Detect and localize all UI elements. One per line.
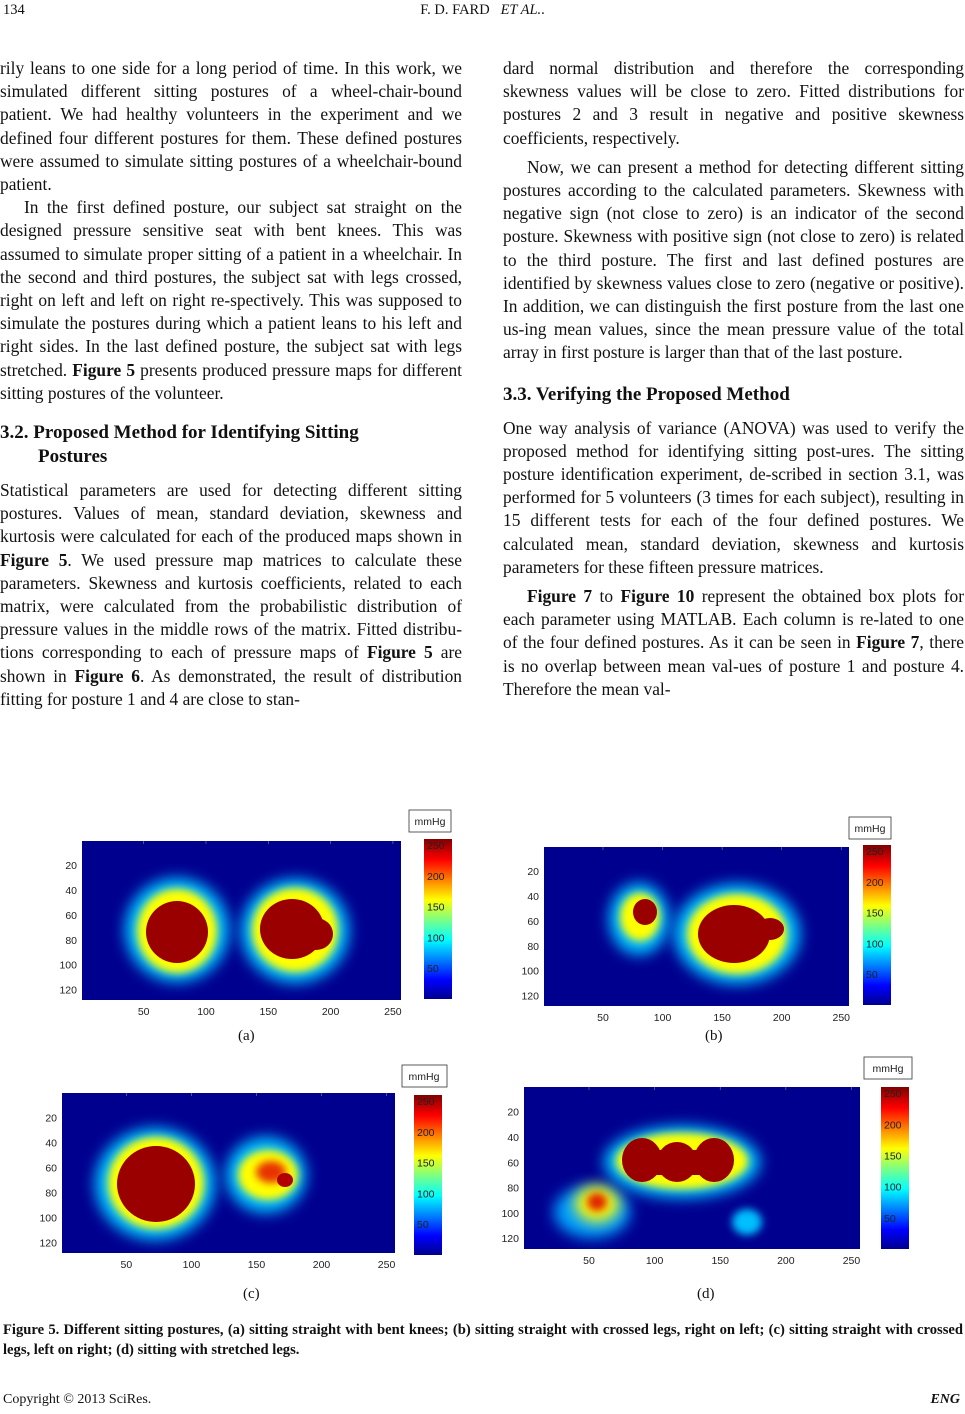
text-span: In the first defined posture, our subject sat straight on the designed pressure sensitive seat with bent knees. This was assumed to simulate proper sitting of a patient in a wheelchair. In the second and third postures, the subject sat with legs crossed, right on left and left on right re-spectively. This was supposed to simulate the postures during which a patient leans to his left and right sides. In the last defined posture, the subject sat with legs stretched. [0,197,462,380]
x-tick-label: 150 [711,1255,729,1267]
section-title: Proposed Method for Identifying Sitting [33,422,359,444]
figure-panel-c [30,1060,460,1302]
running-head [0,2,965,26]
y-tick-label: 20 [65,860,77,873]
author-name: F. D. FARD [420,2,490,18]
x-tick-label: 200 [312,1259,331,1271]
unit-label: mmHg [854,823,886,835]
text-span: are shown in [0,642,462,686]
x-tick-label: 200 [772,1012,791,1024]
x-tick-label: 50 [137,1006,150,1018]
colorbar-tick-label: 150 [866,907,884,920]
colorbar-tick-label: 200 [427,870,445,883]
x-tick-label: 200 [777,1255,795,1267]
colorbar-tick-label: 50 [884,1212,896,1225]
x-tick-label: 250 [842,1255,861,1267]
figure-ref[interactable]: Figure 10 [620,586,695,607]
paragraph [0,479,462,711]
y-tick-label: 120 [501,1233,519,1246]
y-axis [521,866,539,1002]
y-tick-label: 60 [45,1162,57,1175]
left-column [0,57,462,711]
figure-ref[interactable]: Figure 5 [0,549,68,570]
figure-ref[interactable]: Figure 7 [527,586,593,607]
colorbar-tick-label: 200 [884,1119,902,1132]
colorbar-tick-label: 100 [866,938,884,951]
x-tick-label: 100 [182,1259,201,1271]
text-span: . As demonstrated, the result of distribution fitting for posture 1 and 4 are close to stan- [0,665,462,709]
y-tick-label: 120 [521,990,539,1003]
journal-name: ENG [930,1392,960,1407]
colorbar-tick-label: 50 [417,1219,429,1232]
pressure-map-b [512,814,932,1024]
y-axis [501,1107,519,1246]
y-tick-label: 120 [59,984,77,997]
x-tick-label: 100 [197,1006,215,1018]
figure-panel-a [50,808,470,1044]
x-tick-label: 250 [832,1012,851,1024]
paragraph [503,585,964,701]
colorbar-tick-label: 100 [427,932,445,945]
y-tick-label: 80 [527,940,539,953]
copyright: Copyright © 2013 SciRes. [3,1392,152,1407]
panel-label: (d) [697,1286,715,1302]
x-tick-label: 250 [377,1259,396,1271]
colorbar-tick-label: 100 [417,1188,435,1201]
figure-panel-b [512,814,932,1044]
unit-label: mmHg [408,1071,440,1083]
author-etal: ET AL. [500,2,542,18]
blob-red [587,1193,607,1211]
blob-core [633,899,657,925]
text-span: presents produced pressure maps for different sitting postures of the volunteer. [0,359,462,403]
paragraph: Now, we can present a method for detecting different sitting postures according to the calculated parameters. Skewness with negative sign (not close to zero) is an indicator of the second posture. Skewness with positive sign (not close to zero) is related to the third posture. The first and last defined postures are identified by skewness values close to zero (negative or positive). In addition, we can distinguish the first posture from the last one us-ing mean values, since the mean pressure value of the total array in first posture is larger than that of the last posture. [503,156,964,363]
y-tick-label: 120 [39,1237,57,1250]
footer [3,1392,963,1408]
blob-core [146,901,208,963]
y-tick-label: 20 [527,866,539,879]
colorbar-tick-label: 200 [866,876,884,889]
x-tick-label: 100 [653,1012,672,1024]
x-tick-label: 250 [384,1006,402,1018]
unit-label: mmHg [872,1063,904,1075]
blob-core [756,918,784,940]
colorbar-tick-label: 250 [417,1096,435,1109]
y-tick-label: 20 [45,1112,57,1125]
section-title-cont: Postures [38,446,108,468]
x-tick-label: 150 [713,1012,731,1024]
y-tick-label: 80 [65,934,77,947]
y-tick-label: 40 [527,891,539,904]
panel-label: (a) [238,1028,255,1044]
x-tick-label: 50 [597,1012,609,1024]
paragraph [0,196,462,405]
figure-panel-d [492,1054,932,1302]
y-tick-label: 60 [527,915,539,928]
figure-ref[interactable]: Figure 5 [366,642,433,663]
y-tick-label: 80 [507,1182,519,1195]
x-tick-label: 150 [259,1006,278,1018]
colorbar-tick-label: 150 [427,901,445,914]
x-tick-label: 100 [645,1255,664,1267]
paragraph: rily leans to one side for a long period of time. In this work, we simulated different sitting postures of a wheel-chair-bound patient. We had healthy volunteers in the experiment and we defined four different postures for them. These defined postures were assumed to simulate sitting postures of a wheelchair-bound patient. [0,58,462,195]
colorbar-tick-label: 50 [866,969,878,982]
x-tick-label: 50 [120,1259,133,1271]
text-span: represent the obtained box plots for each parameter using MATLAB. Each column is re-lated to one of the four defined postures. As it can be seen in [503,586,964,653]
pressure-map-d [492,1054,932,1269]
colorbar-tick-label: 200 [417,1126,435,1139]
y-tick-label: 40 [45,1137,57,1150]
paragraph: One way analysis of variance (ANOVA) was used to verify the proposed method for identifying sitting post-ures. The sitting posture identification experiment, de-scribed in section 3.1, was performed for 5 volunteers (3 times for each subject), resulting in 15 different tests for each of the four defined postures. We calculated mean, standard deviation, skewness and kurtosis parameters for these fifteen pressure matrices. [503,417,964,577]
figure-caption: Figure 5. Different sitting postures, (a) sitting straight with bent knees; (b) sitting straight with crossed legs, right on left; (c) sitting straight with crossed legs, left on right; (d) sitting with stretched legs. [3,1322,963,1358]
figure-ref[interactable]: Figure 5 [72,359,136,380]
section-heading: 3.3. Verifying the Proposed Method [503,383,790,405]
y-tick-label: 100 [501,1207,519,1220]
y-tick-label: 60 [65,909,77,922]
colorbar-tick-label: 250 [866,846,884,859]
paragraph: dard normal distribution and therefore the corresponding skewness values will be close to zero. Fitted distributions for postures 2 and 3 result in negative and positive skewness coefficients, respectively. [503,58,964,148]
colorbar-tick-label: 250 [427,840,445,853]
section-heading [0,421,462,469]
blob-core [277,1173,293,1187]
y-axis [39,1112,57,1249]
y-tick-label: 20 [507,1106,519,1119]
panel-label: (b) [705,1028,723,1044]
colorbar-tick-label: 250 [884,1088,902,1101]
y-tick-label: 40 [507,1131,519,1144]
y-tick-label: 100 [521,965,539,978]
pressure-map-c [30,1060,460,1270]
x-tick-label: 200 [321,1006,340,1018]
page-number: 134 [3,2,25,18]
section-number: 3.2. [0,422,29,444]
text-span: , there is no overlap between mean val-ues of posture 1 and posture 4. Therefore the mean val- [503,632,964,699]
colorbar-tick-label: 150 [884,1150,902,1163]
colorbar-tick-label: 100 [884,1181,902,1194]
text-span: to [592,586,621,607]
y-axis [59,860,77,996]
y-tick-label: 100 [59,959,77,972]
title-period: . [541,2,545,18]
right-column [503,57,964,701]
y-tick-label: 40 [65,885,77,898]
colorbar-tick-label: 50 [427,963,439,976]
pressure-map-a [50,808,470,1018]
running-title [0,2,965,19]
text-span: Statistical parameters are used for detecting different sitting postures. Values of mean, standard deviation, skewness and kurtosis were calculated for each of the produced maps shown in [0,480,462,547]
x-tick-label: 50 [583,1255,595,1267]
blob-core [642,1150,714,1175]
y-tick-label: 100 [39,1212,57,1225]
y-tick-label: 60 [507,1157,519,1170]
blob-cyan [732,1209,762,1235]
y-tick-label: 80 [45,1187,57,1200]
x-tick-label: 150 [247,1259,266,1271]
figure-ref[interactable]: Figure 7 [856,632,920,653]
colorbar-tick-label: 150 [417,1157,435,1170]
text-span: . We used pressure map matrices to calculate these parameters. Skewness and kurtosis coefficients, related to each matrix, were calculated from the probabilistic distribution of pressure values in the middle rows of the matrix. Fitted distribu-tions corresponding to each of pressure maps of [0,549,462,663]
blob-core [299,918,333,950]
blob-core [117,1146,195,1222]
unit-label: mmHg [414,816,446,828]
panel-label: (c) [243,1286,260,1302]
figure-ref[interactable]: Figure 6 [74,665,140,686]
